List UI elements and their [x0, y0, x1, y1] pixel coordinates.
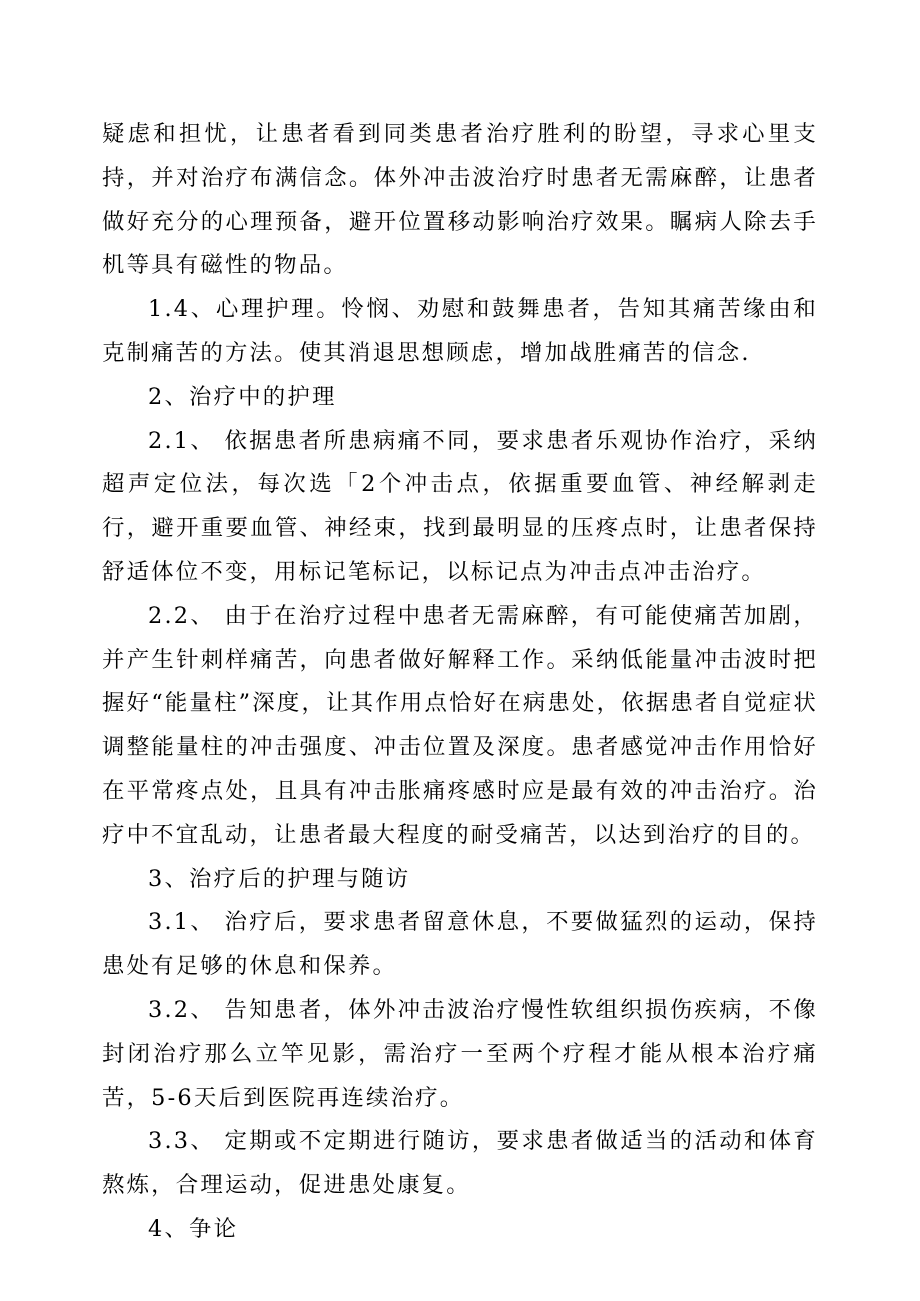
- paragraph-3-3-follow-up: 3.3、 定期或不定期进行随访，要求患者做适当的活动和体育熬炼，合理运动，促进患处康复。: [102, 1128, 818, 1199]
- paragraph-3-1-rest: 3.1、 治疗后，要求患者留意休息，不要做猛烈的运动，保持患处有足够的休息和保养。: [102, 909, 818, 980]
- paragraph-2-1-positioning: 2.1、 依据患者所患病痛不同，要求患者乐观协作治疗，采纳超声定位法，每次选「2个冲击点，依据重要血管、神经解剥走行，避开重要血管、神经束，找到最明显的压疼点时，让患者保持舒适体位不变，用标记笔标记，以标记点为冲击点冲击治疗。: [102, 427, 818, 585]
- paragraph-3-2-course: 3.2、 告知患者，体外冲击波治疗慢性软组织损伤疾病，不像封闭治疗那么立竿见影，需治疗一至两个疗程才能从根本治疗痛苦，5-6天后到医院再连续治疗。: [102, 996, 818, 1111]
- section-heading-3-post-treatment: 3、治疗后的护理与随访: [148, 865, 411, 892]
- section-heading-4-discussion: 4、争论: [148, 1215, 239, 1242]
- paragraph-2-2-pain-management: 2.2、 由于在治疗过程中患者无需麻醉，有可能使痛苦加剧，并产生针刺样痛苦，向患者做好解释工作。采纳低能量冲击波时把握好“能量柱”深度，让其作用点恰好在病患处，依据患者自觉症状调整能量柱的冲击强度、冲击位置及深度。患者感觉冲击作用恰好在平常疼点处，且具有冲击胀痛疼感时应是最有效的冲击治疗。治疗中不宜乱动，让患者最大程度的耐受痛苦，以达到治疗的目的。: [102, 602, 818, 848]
- paragraph-1-4-psychological-care: 1.4、心理护理。怜悯、劝慰和鼓舞患者，告知其痛苦缘由和克制痛苦的方法。使其消退思想顾虑，增加战胜痛苦的信念.: [102, 296, 818, 366]
- section-heading-2-treatment-care: 2、治疗中的护理: [148, 383, 337, 410]
- document-body: [102, 113, 818, 1252]
- paragraph-continuation-preparation: 疑虑和担忧，让患者看到同类患者治疗胜利的盼望，寻求心里支持，并对治疗布满信念。体外冲击波治疗时患者无需麻醉，让患者做好充分的心理预备，避开位置移动影响治疗效果。瞩病人除去手机等具有磁性的物品。: [102, 121, 818, 279]
